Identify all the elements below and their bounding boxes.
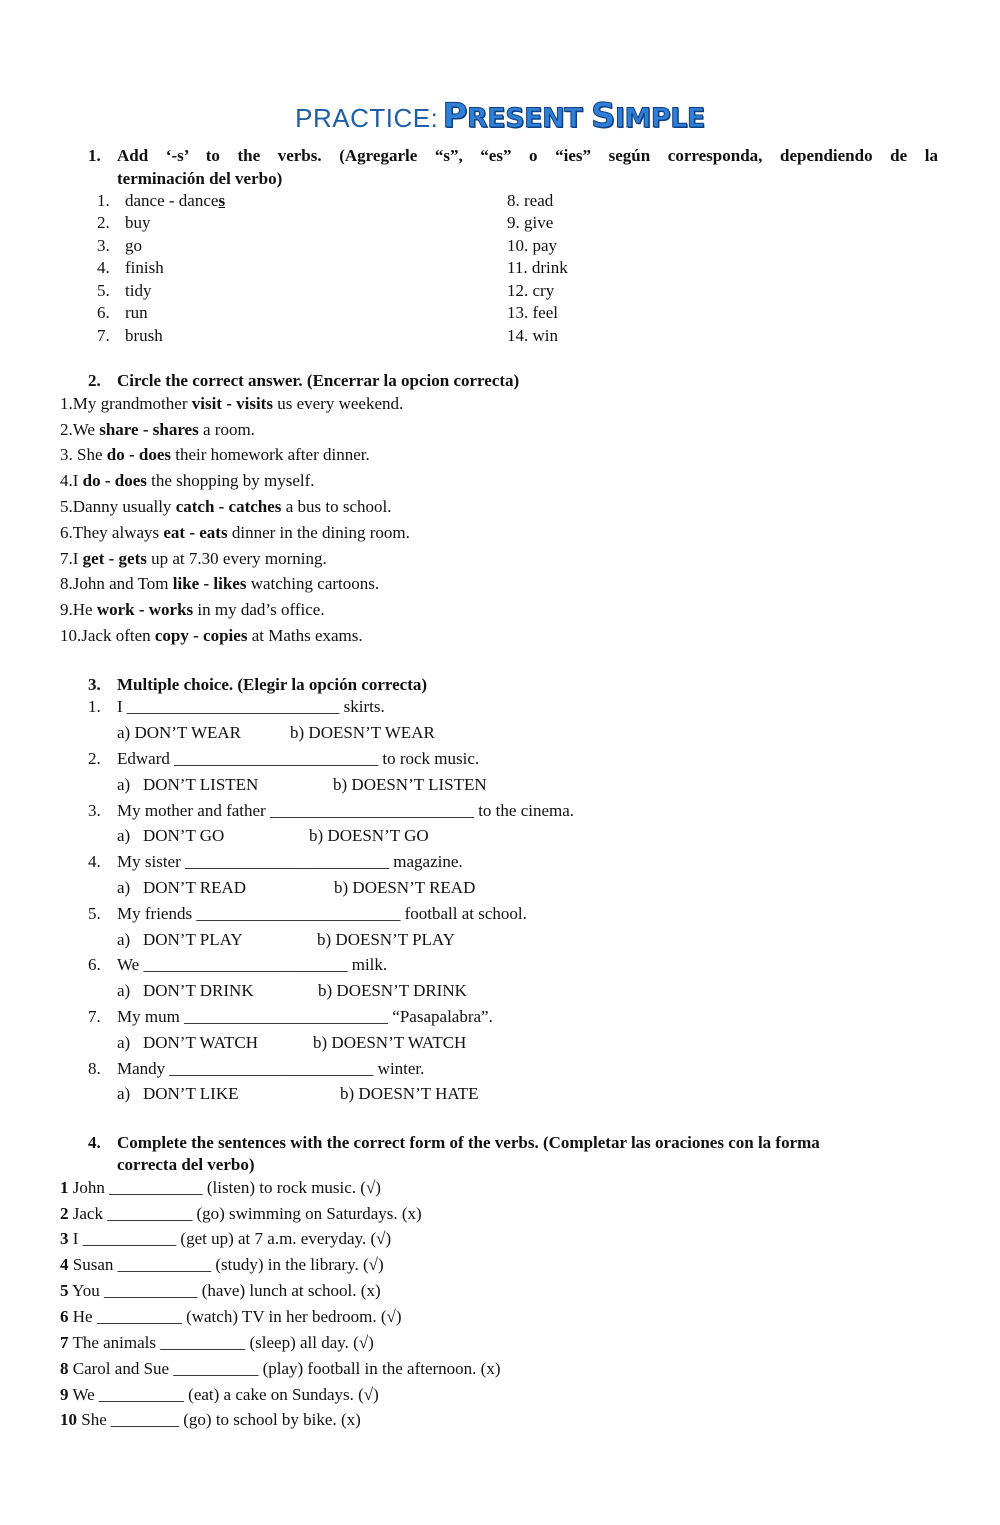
- mc-option-a: a) DON’T WEAR: [117, 723, 242, 742]
- mc-question: Mandy ________________________ winter.: [117, 1059, 425, 1078]
- page-title: [0, 96, 1000, 136]
- verb-item: 10. pay: [507, 236, 558, 255]
- fill-item: 1 John ___________ (listen) to rock music. (√): [60, 1178, 381, 1197]
- section-2-header: Circle the correct answer. (Encerrar la opcion correcta): [117, 371, 520, 390]
- verb-item: 3.: [97, 236, 110, 255]
- mc-question: I _________________________ skirts.: [117, 697, 385, 716]
- verb-item: 5.: [97, 281, 110, 300]
- mc-question: My mother and father ________________________ to the cinema.: [117, 801, 575, 820]
- title-logo: PRESENT SIMPLE: [442, 96, 705, 136]
- mc-question-number: 6.: [88, 955, 101, 974]
- answer-options: work - works: [96, 600, 194, 619]
- verb-item-word: run: [125, 303, 148, 322]
- answer-options: share - shares: [99, 420, 199, 439]
- circle-item: 7.I get - gets up at 7.30 every morning.: [60, 549, 327, 568]
- mc-question-number: 5.: [88, 904, 101, 923]
- mc-option-b: b) DOESN’T LISTEN: [333, 775, 487, 794]
- section-2-number: 2.: [88, 371, 101, 390]
- verb-item: 14. win: [507, 326, 558, 345]
- mc-option-b: b) DOESN’T PLAY: [317, 930, 455, 949]
- mc-option-b: b) DOESN’T READ: [334, 878, 476, 897]
- circle-item: 4.I do - does the shopping by myself.: [60, 471, 315, 490]
- mc-option-a: a) DON’T LIKE: [117, 1084, 239, 1103]
- mc-option-a: a) DON’T LISTEN: [117, 775, 259, 794]
- mc-question-number: 8.: [88, 1059, 101, 1078]
- answer-options: do - does: [82, 471, 147, 490]
- fill-item: 5 You ___________ (have) lunch at school. (x): [60, 1281, 381, 1300]
- section-4-header-cont: correcta del verbo): [117, 1155, 255, 1174]
- verb-item: 7.: [97, 326, 110, 345]
- fill-item: 2 Jack __________ (go) swimming on Saturdays. (x): [60, 1204, 422, 1223]
- verb-item-word: dance - dances: [125, 191, 226, 210]
- answer-options: get - gets: [82, 549, 147, 568]
- answer-options: like - likes: [172, 574, 247, 593]
- mc-option-b: b) DOESN’T WATCH: [313, 1033, 467, 1052]
- mc-option-a: a) DON’T READ: [117, 878, 247, 897]
- mc-option-b: b) DOESN’T WEAR: [290, 723, 435, 742]
- mc-question: Edward ________________________ to rock music.: [117, 749, 480, 768]
- section-4-number: 4.: [88, 1133, 101, 1152]
- verb-item: 11. drink: [507, 258, 568, 277]
- verb-item-word: buy: [125, 213, 151, 232]
- circle-item: 8.John and Tom like - likes watching cartoons.: [60, 574, 380, 593]
- mc-option-b: b) DOESN’T DRINK: [318, 981, 467, 1000]
- verb-item-word: tidy: [125, 281, 152, 300]
- mc-option-b: b) DOESN’T HATE: [340, 1084, 479, 1103]
- circle-item: 3. She do - does their homework after dinner.: [60, 445, 370, 464]
- verb-item: 4.: [97, 258, 110, 277]
- verb-item: 12. cry: [507, 281, 555, 300]
- answer-options: catch - catches: [175, 497, 282, 516]
- mc-question: My friends ________________________ football at school.: [117, 904, 527, 923]
- verb-item-word: brush: [125, 326, 163, 345]
- section-1-number: 1.: [88, 146, 101, 165]
- circle-item: 10.Jack often copy - copies at Maths exams.: [60, 626, 363, 645]
- mc-question-number: 2.: [88, 749, 101, 768]
- mc-question-number: 4.: [88, 852, 101, 871]
- verb-item: 1.: [97, 191, 110, 210]
- section-1-header-cont: terminación del verbo): [117, 169, 283, 188]
- circle-item: 5.Danny usually catch - catches a bus to school.: [60, 497, 392, 516]
- mc-option-a: a) DON’T GO: [117, 826, 225, 845]
- mc-question-number: 7.: [88, 1007, 101, 1026]
- answer-options: eat - eats: [163, 523, 228, 542]
- mc-option-a: a) DON’T PLAY: [117, 930, 243, 949]
- fill-item: 8 Carol and Sue __________ (play) football in the afternoon. (x): [60, 1359, 501, 1378]
- answer-options: visit - visits: [191, 394, 273, 413]
- fill-item: 10 She ________ (go) to school by bike. (x): [60, 1410, 361, 1429]
- verb-item: 9. give: [507, 213, 554, 232]
- fill-item: 7 The animals __________ (sleep) all day. (√): [60, 1333, 374, 1352]
- mc-question-number: 1.: [88, 697, 101, 716]
- fill-item: 6 He __________ (watch) TV in her bedroom. (√): [60, 1307, 402, 1326]
- fill-item: 9 We __________ (eat) a cake on Sundays. (√): [60, 1385, 379, 1404]
- section-3-number: 3.: [88, 675, 101, 694]
- verb-item: 8. read: [507, 191, 554, 210]
- mc-option-b: b) DOESN’T GO: [309, 826, 429, 845]
- circle-item: 9.He work - works in my dad’s office.: [60, 600, 325, 619]
- section-4-header: Complete the sentences with the correct form of the verbs. (Completar las oraciones con la forma: [117, 1133, 820, 1152]
- answer-options: do - does: [106, 445, 171, 464]
- verb-item: 6.: [97, 303, 110, 322]
- answer-options: copy - copies: [154, 626, 248, 645]
- mc-question: We ________________________ milk.: [117, 955, 388, 974]
- fill-item: 4 Susan ___________ (study) in the library. (√): [60, 1255, 384, 1274]
- verb-item: 2.: [97, 213, 110, 232]
- mc-option-a: a) DON’T WATCH: [117, 1033, 259, 1052]
- mc-question: My mum ________________________ “Pasapalabra”.: [117, 1007, 493, 1026]
- mc-option-a: a) DON’T DRINK: [117, 981, 254, 1000]
- circle-item: 1.My grandmother visit - visits us every weekend.: [60, 394, 404, 413]
- title-prefix: PRACTICE:: [295, 103, 439, 133]
- fill-item: 3 I ___________ (get up) at 7 a.m. everyday. (√): [60, 1229, 392, 1248]
- circle-item: 6.They always eat - eats dinner in the dining room.: [60, 523, 410, 542]
- verb-item: 13. feel: [507, 303, 558, 322]
- mc-question: My sister ________________________ magazine.: [117, 852, 463, 871]
- circle-item: 2.We share - shares a room.: [60, 420, 255, 439]
- verb-item-word: go: [125, 236, 142, 255]
- example-suffix: s: [218, 191, 226, 210]
- verb-item-word: finish: [125, 258, 164, 277]
- mc-question-number: 3.: [88, 801, 101, 820]
- section-1-header: Add ‘-s’ to the verbs. (Agregarle “s”, “es” o “ies” según corresponda, dependiendo de la: [117, 146, 938, 165]
- section-3-header: Multiple choice. (Elegir la opción correcta): [117, 675, 428, 694]
